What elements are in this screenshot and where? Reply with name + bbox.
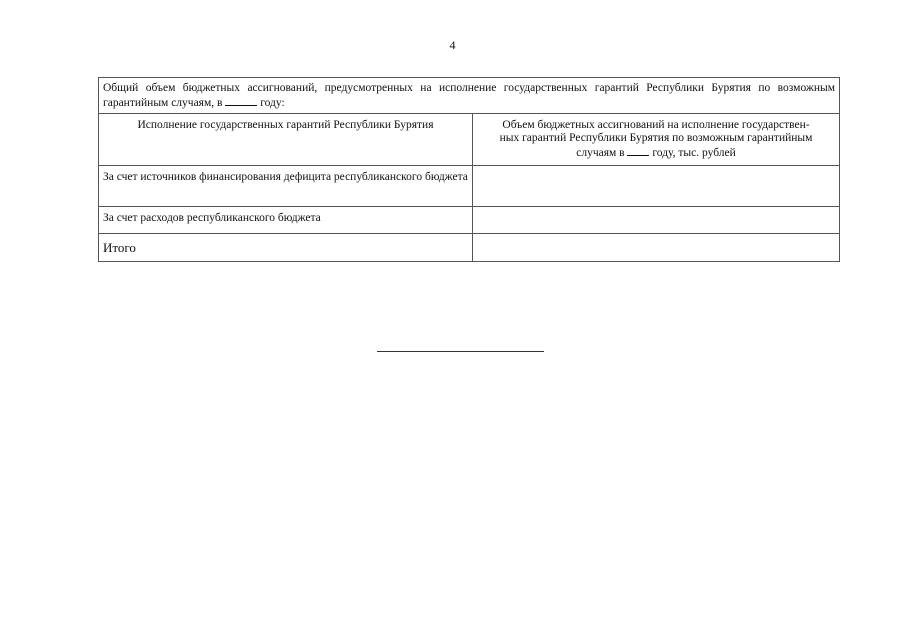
budget-allocation-table bbox=[98, 77, 840, 262]
table-row bbox=[99, 166, 840, 207]
row-value-cell bbox=[473, 207, 840, 234]
table-header-text: Общий объем бюджетных ассигнований, предусмотренных на исполнение государственных гарантий Республики Бурятия по возможным гарантийным случаям, в bbox=[103, 82, 836, 109]
document-end-line bbox=[377, 351, 544, 352]
table-row-total bbox=[99, 234, 840, 262]
column-header-execution bbox=[99, 114, 473, 166]
year-blank-line bbox=[225, 95, 257, 106]
table-header-cell bbox=[99, 78, 840, 114]
row-label-cell bbox=[99, 207, 473, 234]
row-label: За счет расходов республиканского бюджета bbox=[103, 212, 321, 224]
table-header-text-end: году: bbox=[257, 97, 285, 109]
column-header-volume-line3-start: случаям в bbox=[576, 147, 628, 159]
column-header-volume-line1: Объем бюджетных ассигнований на исполнение государствен- bbox=[502, 119, 810, 131]
table-row bbox=[99, 207, 840, 234]
column-header-execution-label: Исполнение государственных гарантий Республики Бурятия bbox=[137, 119, 434, 131]
total-value-cell bbox=[473, 234, 840, 262]
year-blank-line-column bbox=[627, 145, 649, 156]
row-label-cell bbox=[99, 166, 473, 207]
column-header-volume bbox=[473, 114, 840, 166]
column-header-volume-line3-end: году, тыс. рублей bbox=[649, 147, 736, 159]
total-label-cell bbox=[99, 234, 473, 262]
page-number: 4 bbox=[449, 38, 456, 52]
row-value-cell bbox=[473, 166, 840, 207]
column-header-volume-line2: ных гарантий Республики Бурятия по возможным гарантийным bbox=[499, 132, 813, 144]
total-label: Итого bbox=[103, 240, 136, 255]
row-label: За счет источников финансирования дефицита республиканского бюджета bbox=[103, 171, 468, 183]
